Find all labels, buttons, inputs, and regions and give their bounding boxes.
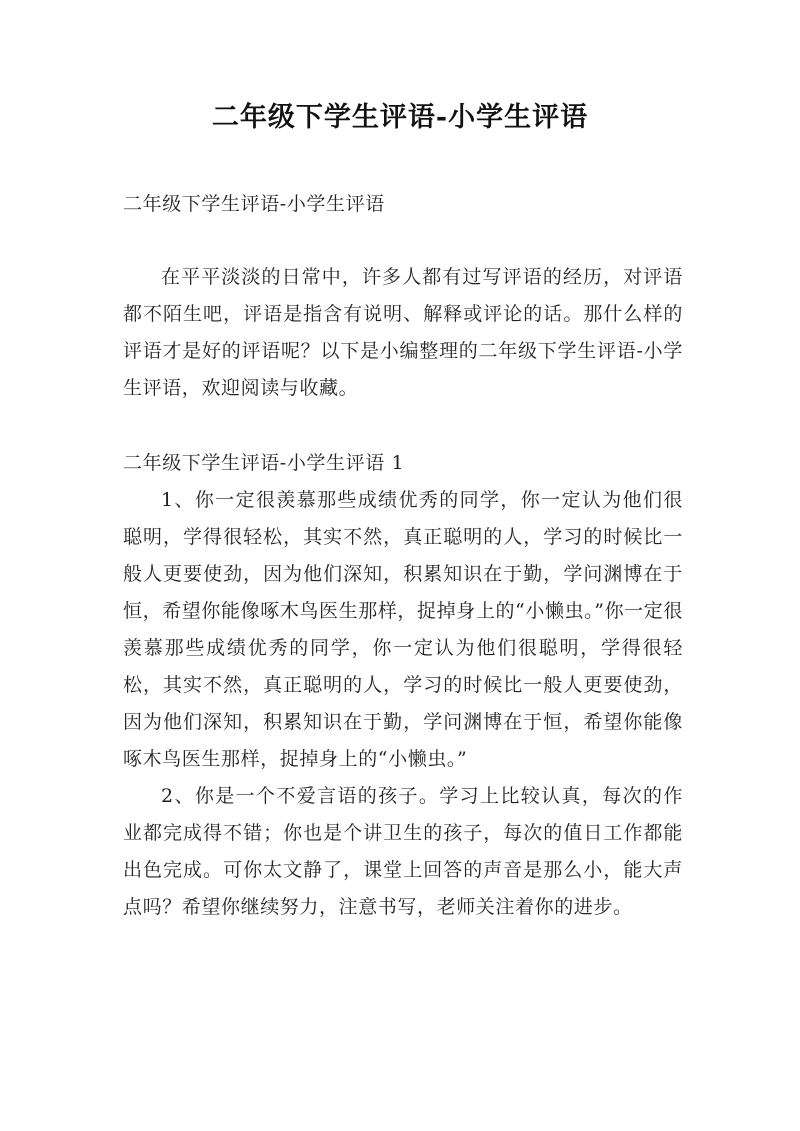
intro-paragraph: 在平平淡淡的日常中，许多人都有过写评语的经历，对评语都不陌生吧，评语是指含有说明、解释或评论的话。那什么样的评语才是好的评语呢？以下是小编整理的二年级下学生评语-小学生评语，欢迎阅读与收藏。	[123, 266, 683, 399]
comment-item-1: 1、你一定很羡慕那些成绩优秀的同学，你一定认为他们很聪明，学得很轻松，其实不然，真正聪明的人，学习的时候比一般人更要使劲，因为他们深知，积累知识在于勤，学问渊博在于恒，希望你能像啄木鸟医生那样，捉掉身上的“小懒虫。”你一定很羡慕那些成绩优秀的同学，你一定认为他们很聪明，学得很轻松，其实不然，真正聪明的人，学习的时候比一般人更要使劲，因为他们深知，积累知识在于勤，学问渊博在于恒，希望你能像啄木鸟医生那样，捉掉身上的“小懒虫。”	[123, 489, 683, 770]
document-body	[123, 186, 683, 926]
document-subtitle: 二年级下学生评语-小学生评语	[123, 193, 385, 215]
document-title: 二年级下学生评语-小学生评语	[211, 102, 589, 133]
section-heading: 二年级下学生评语-小学生评语 1	[123, 452, 405, 474]
comment-item-2: 2、你是一个不爱言语的孩子。学习上比较认真，每次的作业都完成得不错；你也是个讲卫生的孩子，每次的值日工作都能出色完成。可你太文静了，课堂上回答的声音是那么小，能大声点吗？希望你继续努力，注意书写，老师关注着你的进步。	[123, 785, 683, 918]
